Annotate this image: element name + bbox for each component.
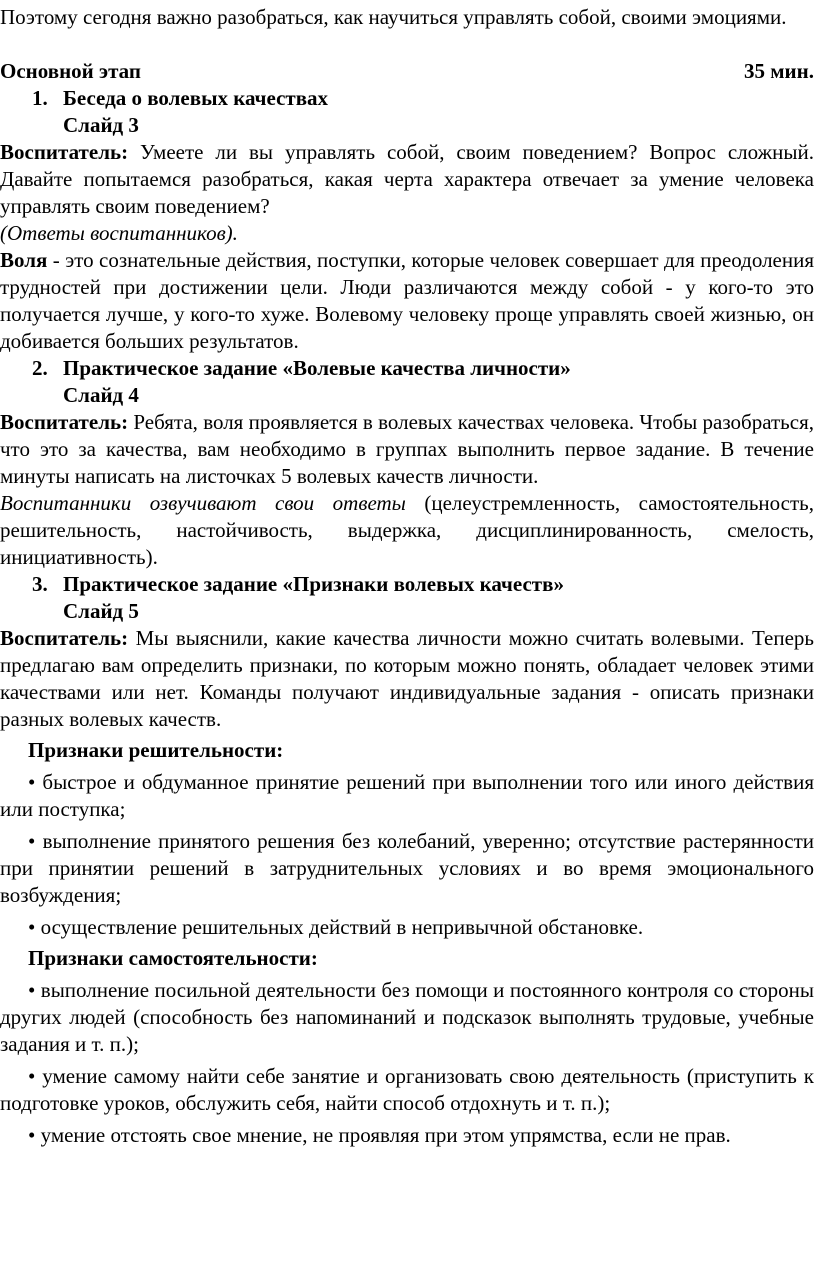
section-1-answers: (Ответы воспитанников). — [0, 221, 238, 245]
section-3-speech — [0, 625, 814, 733]
stage-title: Основной этап — [0, 59, 141, 83]
decisiveness-title: Признаки решительности: — [28, 738, 284, 762]
stage-time: 35 мин. — [743, 59, 814, 83]
term-will: Воля — [0, 248, 48, 272]
blank-line — [0, 31, 814, 58]
section-2-title: Практическое задание «Волевые качества личности» — [63, 356, 571, 380]
stage-header — [0, 58, 814, 85]
decisiveness-item: • быстрое и обдуманное принятие решений при выполнении того или иного действия или поступка; — [0, 770, 814, 821]
will-definition — [0, 247, 814, 355]
independence-item: • выполнение посильной деятельности без помощи и постоянного контроля со стороны других людей (способность без напоминаний и подсказок выполнять трудовые, учебные задания и т. п.); — [0, 978, 814, 1056]
section-2-answers — [0, 490, 814, 571]
document-page — [0, 4, 814, 1149]
answers-italic: Воспитанники озвучивают свои ответы — [0, 491, 406, 515]
section-3-heading — [0, 571, 814, 598]
decisiveness-item: • выполнение принятого решения без колебаний, уверенно; отсутствие растерянности при принятии решений в затруднительных условиях и во время эмоционального возбуждения; — [0, 829, 814, 907]
speech-text: Мы выяснили, какие качества личности можно считать волевыми. Теперь предлагаю вам определить признаки, по которым можно понять, обладает человек этими качествами или нет. Команды получают индивидуальные задания - описать признаки разных волевых качеств. — [0, 626, 814, 731]
section-3-slide: Слайд 5 — [63, 599, 139, 623]
speech-text: Ребята, воля проявляется в волевых качествах человека. Чтобы разобраться, что это за качества, вам необходимо в группах выполнить первое задание. В течение минуты написать на листочках 5 волевых качеств личности. — [0, 410, 814, 488]
section-1-speech — [0, 139, 814, 220]
section-1-heading — [0, 85, 814, 112]
speaker-label: Воспитатель: — [0, 410, 129, 434]
speaker-label: Воспитатель: — [0, 626, 129, 650]
speaker-label: Воспитатель: — [0, 140, 129, 164]
independence-title: Признаки самостоятельности: — [28, 946, 318, 970]
answers-list: (целеустремленность, самостоятельность, решительность, настойчивость, выдержка, дисциплинированность, смелость, инициативность). — [0, 491, 814, 569]
independence-item: • умение отстоять свое мнение, не проявляя при этом упрямства, если не прав. — [28, 1123, 731, 1147]
independence-item: • умение самому найти себе занятие и организовать свою деятельность (приступить к подготовке уроков, обслужить себя, найти способ отдохнуть и т. п.); — [0, 1064, 814, 1115]
section-1-slide: Слайд 3 — [63, 113, 139, 137]
intro-paragraph: Поэтому сегодня важно разобраться, как научиться управлять собой, своими эмоциями. — [0, 5, 787, 29]
section-3-number: 3. — [32, 572, 48, 596]
section-3-title: Практическое задание «Признаки волевых качеств» — [63, 572, 564, 596]
decisiveness-item: • осуществление решительных действий в непривычной обстановке. — [28, 915, 644, 939]
section-2-heading — [0, 355, 814, 382]
section-2-speech — [0, 409, 814, 490]
section-2-slide: Слайд 4 — [63, 383, 139, 407]
speech-text: Умеете ли вы управлять собой, своим поведением? Вопрос сложный. Давайте попытаемся разобраться, какая черта характера отвечает за умение человека управлять своим поведением? — [0, 140, 814, 218]
definition-text: - это сознательные действия, поступки, которые человек совершает для преодоления трудностей при достижении цели. Люди различаются между собой - у кого-то это получается лучше, у кого-то хуже. Волевому человеку проще управлять своей жизнью, он добивается больших результатов. — [0, 248, 814, 353]
section-1-title: Беседа о волевых качествах — [63, 86, 329, 110]
section-1-number: 1. — [32, 86, 48, 110]
section-2-number: 2. — [32, 356, 48, 380]
